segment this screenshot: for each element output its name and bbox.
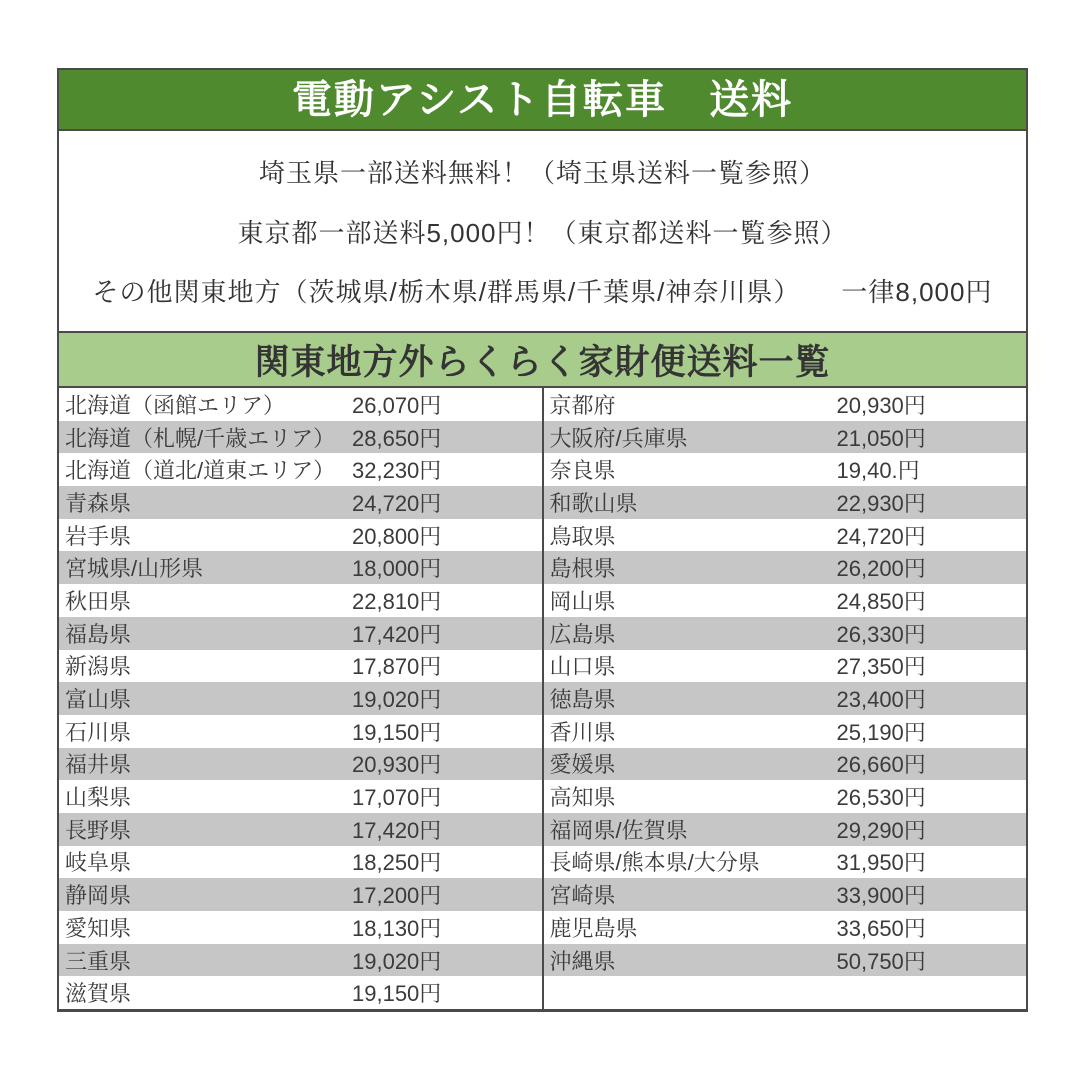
table-row — [544, 584, 1027, 617]
shipping-price: 27,350円 — [836, 654, 926, 680]
table-row — [59, 878, 542, 911]
shipping-notice-sheet — [57, 68, 1028, 1012]
region-name: 北海道（道北/道東エリア） — [65, 458, 336, 484]
shipping-price: 18,000円 — [352, 556, 442, 582]
shipping-price: 50,750円 — [836, 948, 926, 974]
shipping-price: 19,150円 — [352, 719, 442, 745]
shipping-price: 26,660円 — [836, 752, 926, 778]
shipping-price: 19,150円 — [352, 981, 442, 1007]
shipping-price: 21,050円 — [836, 425, 926, 451]
shipping-price: 17,070円 — [352, 785, 442, 811]
table-row — [544, 944, 1027, 977]
shipping-price: 20,930円 — [352, 752, 442, 778]
table-row — [544, 682, 1027, 715]
shipping-price: 19,020円 — [352, 948, 442, 974]
table-row — [544, 617, 1027, 650]
region-name: 長野県 — [65, 817, 132, 843]
region-name: 福島県 — [65, 621, 132, 647]
table-row — [544, 911, 1027, 944]
table-row — [544, 976, 1027, 1009]
table-row — [544, 486, 1027, 519]
shipping-price: 24,720円 — [836, 523, 926, 549]
table-row — [544, 748, 1027, 781]
shipping-price: 31,950円 — [836, 850, 926, 876]
shipping-price: 19,020円 — [352, 687, 442, 713]
region-name: 新潟県 — [65, 654, 132, 680]
region-name: 長崎県/熊本県/大分県 — [549, 850, 760, 876]
shipping-price: 17,420円 — [352, 817, 442, 843]
region-name: 岐阜県 — [65, 850, 132, 876]
shipping-price: 18,250円 — [352, 850, 442, 876]
shipping-price: 26,330円 — [836, 621, 926, 647]
region-name: 高知県 — [549, 785, 616, 811]
note-saitama: 埼玉県一部送料無料！（埼玉県送料一覧参照） — [258, 158, 826, 189]
region-name: 滋賀県 — [65, 981, 132, 1007]
table-row — [544, 519, 1027, 552]
region-name: 愛媛県 — [549, 752, 616, 778]
region-name: 北海道（函館エリア） — [65, 392, 286, 418]
region-name: 三重県 — [65, 948, 132, 974]
region-name: 徳島県 — [549, 687, 616, 713]
shipping-price: 24,850円 — [836, 588, 926, 614]
region-name: 香川県 — [549, 719, 616, 745]
region-name: 広島県 — [549, 621, 616, 647]
page-title: 電動アシスト自転車 送料 — [291, 77, 794, 122]
table-column-right — [542, 388, 1027, 1009]
table-row — [544, 715, 1027, 748]
table-column-left — [59, 388, 542, 1009]
region-name: 宮崎県 — [549, 883, 616, 909]
region-name: 富山県 — [65, 687, 132, 713]
shipping-price: 33,650円 — [836, 915, 926, 941]
shipping-price: 32,230円 — [352, 458, 442, 484]
table-row — [544, 551, 1027, 584]
shipping-price: 20,930円 — [836, 392, 926, 418]
shipping-price: 22,930円 — [836, 490, 926, 516]
shipping-price: 17,870円 — [352, 654, 442, 680]
region-name: 岡山県 — [549, 588, 616, 614]
table-row — [59, 911, 542, 944]
region-name: 石川県 — [65, 719, 132, 745]
region-name: 和歌山県 — [549, 490, 638, 516]
table-row — [59, 388, 542, 421]
table-row — [59, 748, 542, 781]
shipping-notes — [59, 131, 1026, 331]
shipping-price: 20,800円 — [352, 523, 442, 549]
shipping-price: 18,130円 — [352, 915, 442, 941]
shipping-price: 29,290円 — [836, 817, 926, 843]
table-row — [544, 813, 1027, 846]
table-row — [59, 584, 542, 617]
table-row — [59, 715, 542, 748]
table-row — [59, 617, 542, 650]
region-name: 北海道（札幌/千歳エリア） — [65, 425, 336, 451]
shipping-price: 28,650円 — [352, 425, 442, 451]
region-name: 山梨県 — [65, 785, 132, 811]
table-row — [59, 519, 542, 552]
shipping-price: 23,400円 — [836, 687, 926, 713]
region-name: 秋田県 — [65, 588, 132, 614]
note-tokyo: 東京都一部送料5,000円！（東京都送料一覧参照） — [237, 217, 848, 248]
table-row — [544, 388, 1027, 421]
table-row — [59, 551, 542, 584]
shipping-price: 26,200円 — [836, 556, 926, 582]
shipping-price: 19,40.円 — [836, 458, 920, 484]
region-name: 宮城県/山形県 — [65, 556, 204, 582]
table-row — [544, 846, 1027, 879]
region-name: 山口県 — [549, 654, 616, 680]
region-name: 福岡県/佐賀県 — [549, 817, 688, 843]
region-name: 大阪府/兵庫県 — [549, 425, 688, 451]
region-name: 京都府 — [549, 392, 616, 418]
table-row — [59, 682, 542, 715]
table-row — [59, 813, 542, 846]
table-row — [544, 650, 1027, 683]
table-row — [59, 486, 542, 519]
region-name: 沖縄県 — [549, 948, 616, 974]
table-section-header — [59, 331, 1026, 388]
shipping-price: 22,810円 — [352, 588, 442, 614]
note-other-kanto: その他関東地方（茨城県/栃木県/群馬県/千葉県/神奈川県） 一律8,000円 — [92, 276, 993, 307]
table-title: 関東地方外らくらく家財便送料一覧 — [254, 342, 831, 382]
region-name: 青森県 — [65, 490, 132, 516]
table-row — [59, 453, 542, 486]
table-row — [544, 878, 1027, 911]
shipping-price: 24,720円 — [352, 490, 442, 516]
region-name: 岩手県 — [65, 523, 132, 549]
table-row — [59, 846, 542, 879]
shipping-price: 33,900円 — [836, 883, 926, 909]
region-name: 愛知県 — [65, 915, 132, 941]
region-name: 福井県 — [65, 752, 132, 778]
table-row — [59, 650, 542, 683]
title-bar — [59, 70, 1026, 131]
table-row — [544, 453, 1027, 486]
region-name: 鳥取県 — [549, 523, 616, 549]
shipping-price: 17,420円 — [352, 621, 442, 647]
table-row — [59, 976, 542, 1009]
table-row — [59, 780, 542, 813]
region-name: 奈良県 — [549, 458, 616, 484]
region-name: 島根県 — [549, 556, 616, 582]
table-row — [59, 944, 542, 977]
region-name: 鹿児島県 — [549, 915, 638, 941]
shipping-price: 26,530円 — [836, 785, 926, 811]
region-name: 静岡県 — [65, 883, 132, 909]
table-row — [59, 421, 542, 454]
shipping-price: 26,070円 — [352, 392, 442, 418]
shipping-price: 17,200円 — [352, 883, 442, 909]
shipping-fee-table — [59, 388, 1026, 1009]
table-row — [544, 780, 1027, 813]
table-row — [544, 421, 1027, 454]
shipping-price: 25,190円 — [836, 719, 926, 745]
